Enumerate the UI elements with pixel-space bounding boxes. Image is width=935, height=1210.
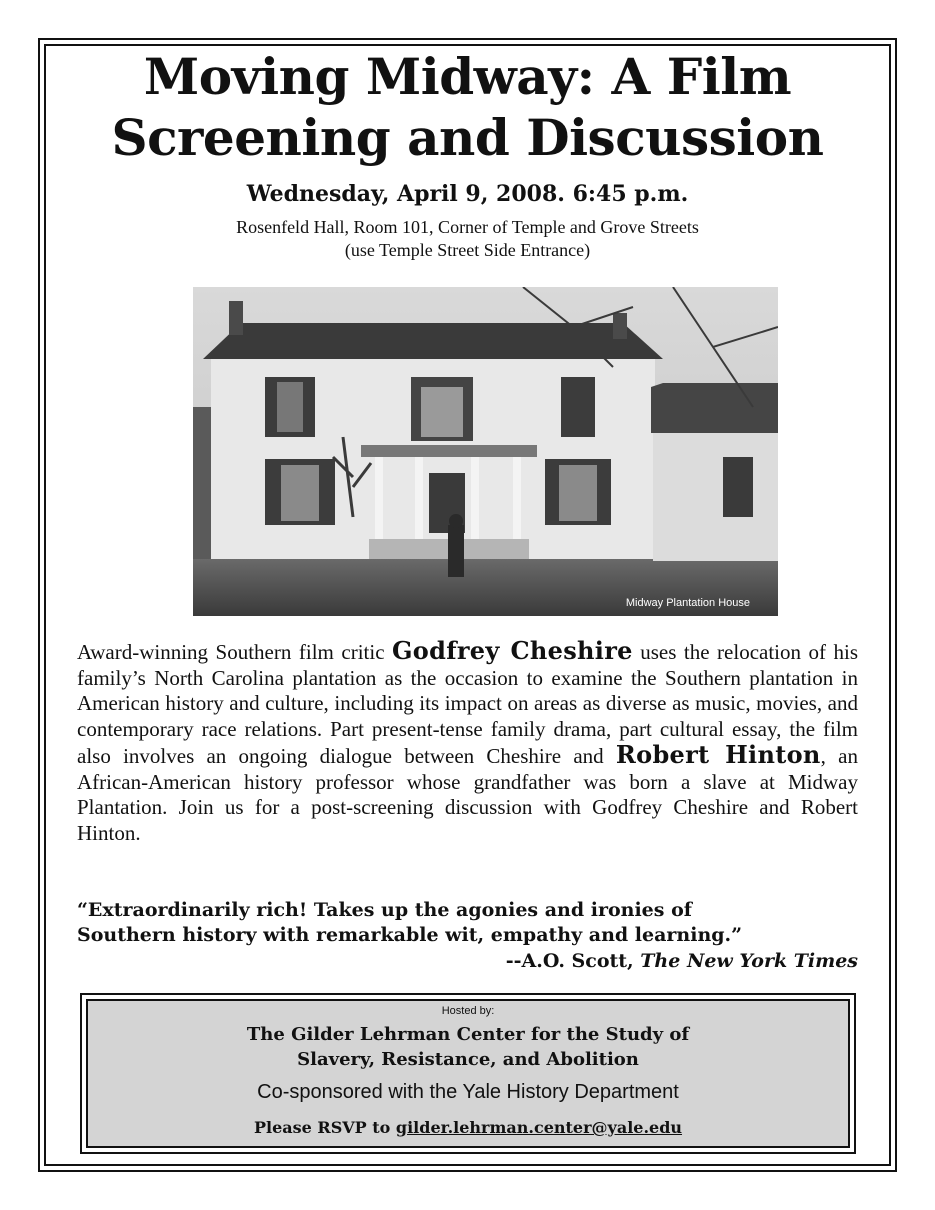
host-center-name — [86, 1022, 850, 1072]
robert-hinton-name: Robert Hinton — [615, 740, 821, 769]
attribution-source: The New York Times — [640, 950, 858, 972]
cosponsor-text: Co-sponsored with the Yale History Department — [257, 1081, 679, 1103]
quote-line-1: “Extraordinarily rich! Takes up the agonies and ironies of — [77, 899, 692, 921]
plantation-house-photo — [193, 287, 778, 616]
quote-attribution — [506, 949, 858, 974]
hosted-by-label: Hosted by: — [441, 1005, 495, 1017]
photo-caption: Midway Plantation House — [625, 597, 750, 609]
description-part-1: Award-winning Southern film critic — [77, 640, 393, 664]
poster-title — [44, 46, 891, 168]
event-date: Wednesday, April 9, 2008. 6:45 p.m. — [246, 181, 689, 207]
godfrey-cheshire-name: Godfrey Cheshire — [392, 636, 633, 665]
quote-line-2: Southern history with remarkable wit, empathy and learning.” — [77, 924, 743, 946]
rsvp-email-link[interactable]: gilder.lehrman.center@yale.edu — [395, 1118, 683, 1137]
venue-line-1: Rosenfeld Hall, Room 101, Corner of Temple and Grove Streets — [236, 217, 699, 237]
rsvp-prefix: Please RSVP to — [253, 1118, 396, 1137]
event-description — [77, 638, 858, 846]
house-illustration — [193, 287, 778, 616]
title-line-1: Moving Midway: A Film — [143, 47, 792, 106]
venue-line-2: (use Temple Street Side Entrance) — [344, 240, 591, 260]
review-quote — [77, 898, 858, 948]
center-line-1: The Gilder Lehrman Center for the Study of — [246, 1024, 690, 1045]
description-part-2: uses the relocation of his family’s North Carolina plantation as the occasion to examine the Southern plantation in American history and culture, including its impact on areas as diverse as music, movies, and contemporary race relations. Part present-tense family drama, part cultural essay, the film also involves an ongoing dialogue between Cheshire and — [77, 640, 859, 768]
center-line-2: Slavery, Resistance, and Abolition — [297, 1049, 639, 1070]
attribution-author: --A.O. Scott, — [505, 950, 641, 972]
title-line-2: Screening and Discussion — [111, 108, 824, 167]
event-venue — [44, 216, 891, 262]
description-part-3: , an African-American history professor whose grandfather was born a slave at Midway Plantation. Join us for a post-screening discussion with Godfrey Cheshire and Robert Hinton. — [77, 744, 858, 845]
rsvp-line — [86, 1117, 850, 1139]
